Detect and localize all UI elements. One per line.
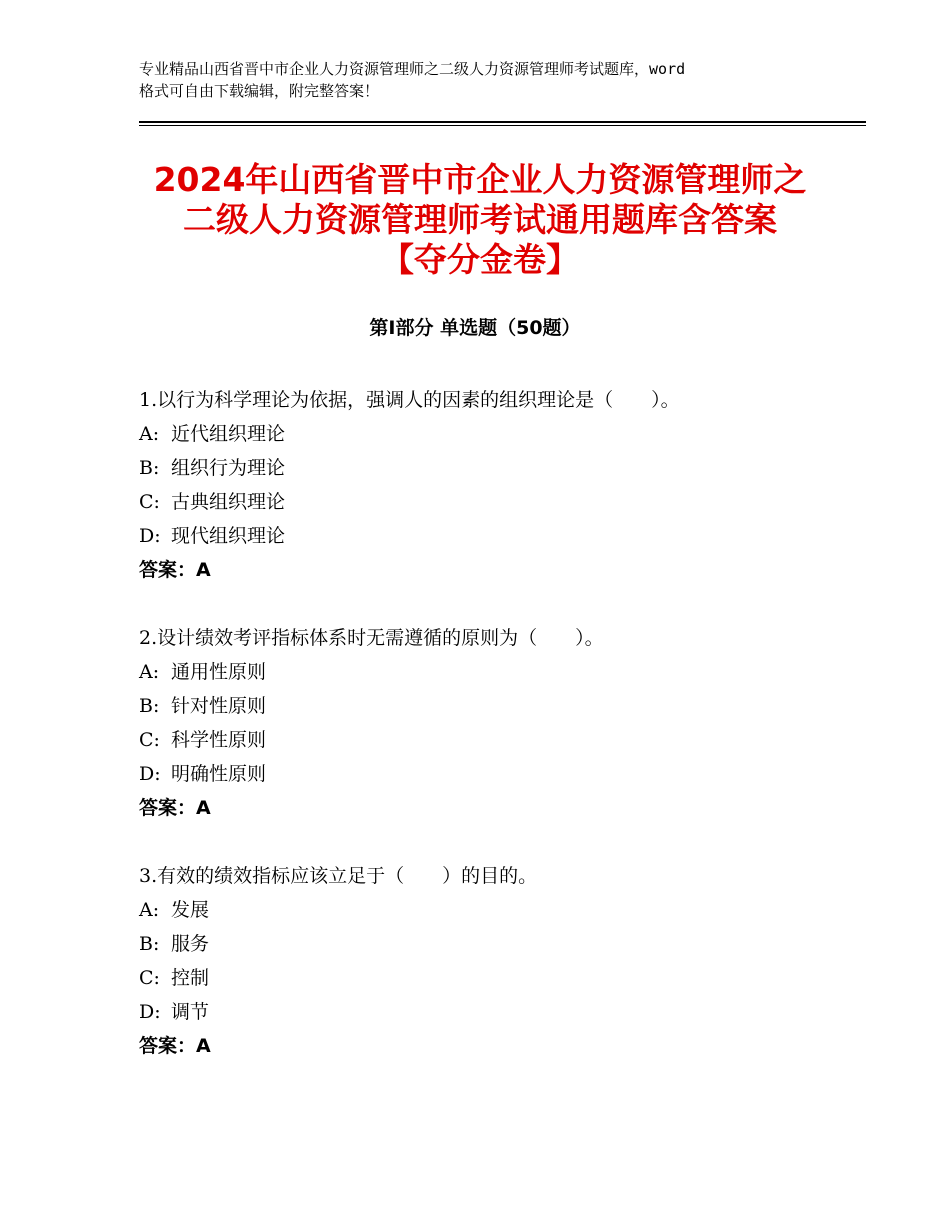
option-key: A: [139,423,160,445]
question-list [139,383,859,1097]
option-d [139,519,859,553]
header-note [139,58,829,102]
document-title [110,160,850,280]
option-text: 古典组织理论 [171,491,286,513]
option-key: B: [139,933,160,955]
option-text: 组织行为理论 [171,457,286,479]
question-item [139,621,859,825]
option-text: 服务 [171,933,210,955]
option-key: C: [139,491,160,513]
option-text: 近代组织理论 [171,423,286,445]
option-text: 明确性原则 [171,763,267,785]
option-key: D: [139,525,161,547]
option-key: B: [139,695,160,717]
option-key: A: [139,661,160,683]
header-divider-thin [139,125,866,126]
option-text: 针对性原则 [171,695,267,717]
option-key: A: [139,899,160,921]
option-a [139,655,859,689]
option-key: D: [139,1001,161,1023]
option-c [139,723,859,757]
option-text: 现代组织理论 [171,525,286,547]
option-b [139,927,859,961]
answer-line: 答案：A [139,1035,211,1057]
option-a [139,417,859,451]
option-key: C: [139,967,160,989]
question-stem: 1.以行为科学理论为依据，强调人的因素的组织理论是（ ）。 [139,389,680,411]
header-note-line: 格式可自由下载编辑，附完整答案！ [139,82,380,100]
option-text: 发展 [171,899,210,921]
option-key: C: [139,729,160,751]
title-line: 2024年山西省晋中市企业人力资源管理师之 [153,160,807,199]
header-divider [139,121,866,123]
question-item [139,859,859,1063]
option-a [139,893,859,927]
option-text: 通用性原则 [171,661,267,683]
answer-line: 答案：A [139,797,211,819]
title-line: 【夺分金卷】 [381,240,579,279]
option-b [139,451,859,485]
header-note-line: 专业精品山西省晋中市企业人力资源管理师之二级人力资源管理师考试题库，word [139,60,686,78]
question-stem: 3.有效的绩效指标应该立足于（ ）的目的。 [139,865,538,887]
option-c [139,961,859,995]
question-stem: 2.设计绩效考评指标体系时无需遵循的原则为（ ）。 [139,627,604,649]
option-d [139,995,859,1029]
option-text: 控制 [171,967,210,989]
option-text: 科学性原则 [171,729,267,751]
question-item [139,383,859,587]
option-b [139,689,859,723]
option-c [139,485,859,519]
answer-line: 答案：A [139,559,211,581]
option-text: 调节 [171,1001,210,1023]
section-heading: 第Ⅰ部分 单选题（50题） [369,317,581,339]
option-d [139,757,859,791]
title-line: 二级人力资源管理师考试通用题库含答案 [183,200,777,239]
option-key: B: [139,457,160,479]
option-key: D: [139,763,161,785]
